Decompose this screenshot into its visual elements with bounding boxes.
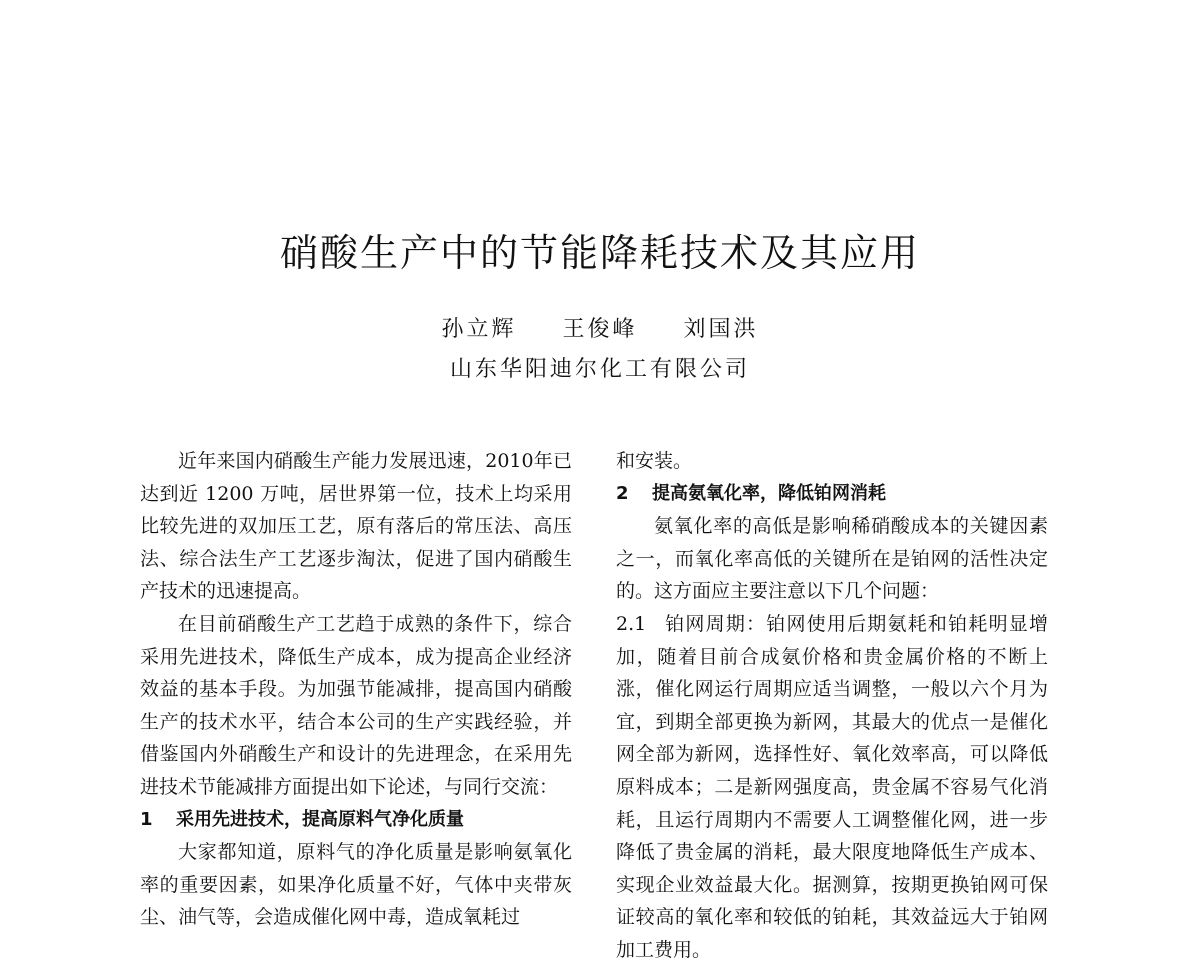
section-1-paragraph: 大家都知道，原料气的净化质量是影响氨氧化率的重要因素，如果净化质量不好，气体中夹带灰尘、油气等，会造成催化网中毒，造成氧耗过 bbox=[140, 841, 572, 929]
section-number: 1 bbox=[140, 808, 153, 830]
section-title: 提高氨氧化率，降低铂网消耗 bbox=[652, 482, 886, 504]
intro-paragraph-1: 近年来国内硝酸生产能力发展迅速，2010年已达到近 1200 万吨，居世界第一位，技术上均采用比较先进的双加压工艺，原有落后的常压法、高压法、综合法生产工艺逐步淘汰，促进了国内硝酸生产技术的迅速提高。 bbox=[140, 450, 572, 603]
subsection-text: 铂网周期：铂网使用后期氨耗和铂耗明显增加，随着目前合成氨价格和贵金属价格的不断上涨，催化网运行周期应适当调整，一般以六个月为宜，到期全部更换为新网，其最大的优点一是催化网全部为新网，选择性好、氧化效率高，可以降低原料成本；二是新网强度高，贵金属不容易气化消耗，且运行周期内不需要人工调整催化网，进一步降低了贵金属的消耗，最大限度地降低生产成本、实现企业效益最大化。据测算，按期更换铂网可保证较高的氧化率和较低的铂耗，其效益远大于铂网加工费用。 bbox=[616, 612, 1048, 961]
section-2-paragraph: 氨氧化率的高低是影响稀硝酸成本的关键因素之一，而氧化率高低的关键所在是铂网的活性决定的。这方面应主要注意以下几个问题： bbox=[616, 515, 1048, 603]
paper-title: 硝酸生产中的节能降耗技术及其应用 bbox=[279, 231, 920, 275]
author-name: 孙立辉 bbox=[441, 317, 517, 342]
subsection-number: 2.1 bbox=[616, 612, 647, 635]
section-number: 2 bbox=[616, 482, 629, 504]
intro-paragraph-2: 在目前硝酸生产工艺趋于成熟的条件下，综合采用先进技术，降低生产成本，成为提高企业经济效益的基本手段。为加强节能减排，提高国内硝酸生产的技术水平，结合本公司的生产实践经验，并借鉴国内外硝酸生产和设计的先进理念，在采用先进技术节能减排方面提出如下论述，与同行交流： bbox=[140, 612, 572, 798]
section-title: 采用先进技术，提高原料气净化质量 bbox=[176, 808, 464, 830]
author-name: 刘国洪 bbox=[683, 317, 759, 342]
author-list bbox=[0, 312, 1200, 343]
subsection-2-1 bbox=[616, 608, 1048, 967]
section-1-heading bbox=[140, 804, 572, 837]
section-2-heading bbox=[616, 478, 1048, 511]
affiliation: 山东华阳迪尔化工有限公司 bbox=[449, 357, 750, 382]
left-column bbox=[140, 445, 572, 934]
author-name: 王俊峰 bbox=[562, 317, 638, 342]
right-column bbox=[616, 445, 1048, 967]
continued-text: 和安装。 bbox=[616, 450, 693, 472]
